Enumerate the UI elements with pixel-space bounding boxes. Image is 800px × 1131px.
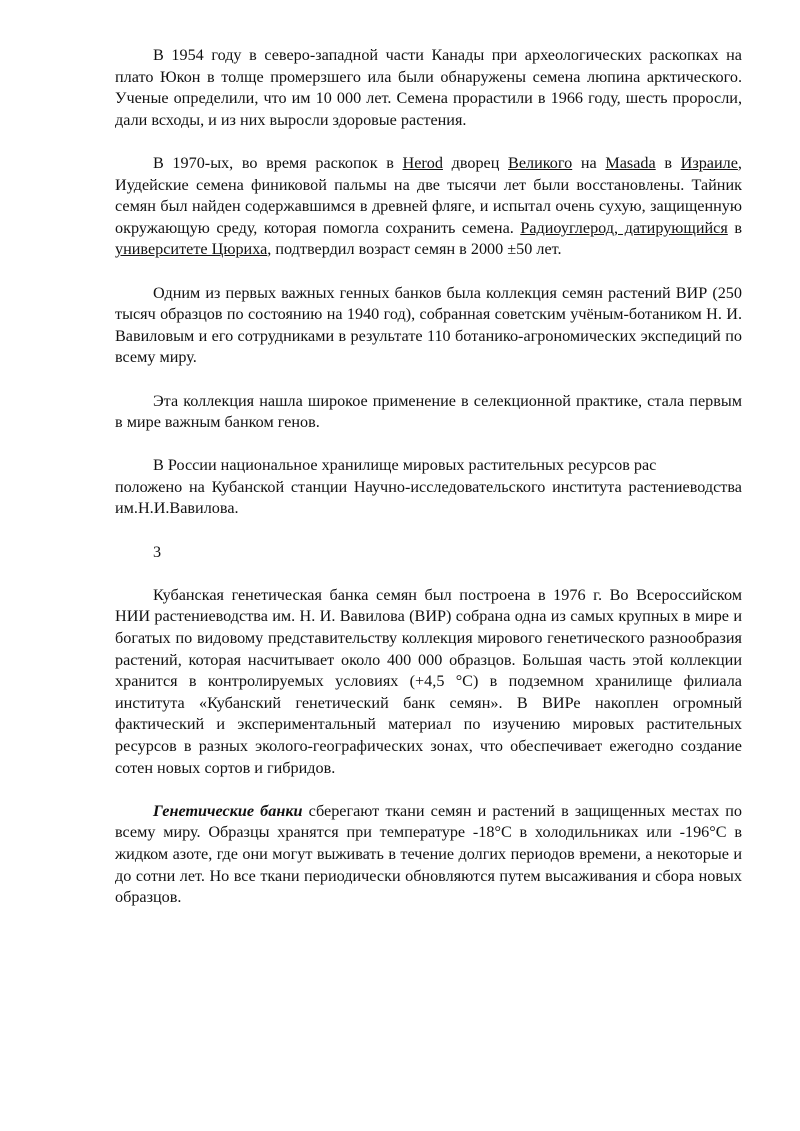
term-genetic-banks: Генетические банки — [153, 801, 303, 820]
document-page — [115, 45, 742, 909]
paragraph-vir-collection: Одним из первых важных генных банков была коллекция семян растений ВИР (250 тысяч образцов по состоянию на 1940 год), собранная советским учёным-ботаником Н. И. Вавиловым и его сотрудниками в результате 110 ботанико-агрономических экспедиций по всему миру. — [115, 283, 742, 367]
link-israel[interactable]: Израиле — [680, 153, 738, 172]
paragraph-national-storage — [115, 455, 742, 520]
text-run: В 1970-ых, во время раскопок в — [153, 153, 403, 172]
link-great[interactable]: Великого — [508, 153, 573, 172]
paragraph-kuban-gene-bank: Кубанская генетическая банка семян был построена в 1976 г. Во Всероссийском НИИ растениеводства им. Н. И. Вавилова (ВИР) собрана одна из самых крупных в мире и богатых по видовому представительству коллекция мирового генетического разнообразия растений, которая насчитывает около 400 000 образцов. Большая часть этой коллекции хранится в контролируемых условиях (+4,5 °C) в подземном хранилище филиала института «Кубанский генетический банк семян». В ВИРе накоплен огромный фактический и экспериментальный материал по изучению мировых растительных ресурсов в разных эколого-географических зонах, что обеспечивает ежегодно создание сотен новых сортов и гибридов. — [115, 585, 742, 777]
text-run: , подтвердил возраст семян в 2000 ±50 лет. — [267, 240, 562, 259]
link-university-zurich[interactable]: университете Цюриха — [115, 240, 268, 259]
text-run: в — [655, 153, 681, 172]
text-run: , Иудейские семена финиковой пальмы на две тысячи лет были восстановлены. Тайник семян был найден содержавшимся в древней фляге, и испытал очень сухую, защищенную окружающую среду, которая помогла сохранить семена. — [115, 153, 742, 237]
page-number: 3 — [153, 542, 162, 561]
paragraph-lupine-seeds: В 1954 году в северо-западной части Канады при археологических раскопках на плато Юкон в толще промерзшего ила были обнаружены семена люпина арктического. Ученые определили, что им 10 000 лет. Семена прорастили в 1966 году, шесть проросли, дали всходы, и из них выросли здоровые растения. — [115, 46, 742, 129]
text-run: положено на Кубанской станции Научно-исследовательского института растениеводства им.Н.И.Вавилова. — [115, 477, 742, 518]
text-run: В России национальное хранилище мировых растительных ресурсов рас — [153, 456, 657, 475]
paragraph-genetic-banks — [115, 801, 742, 909]
link-radiocarbon-dating[interactable]: Радиоуглерод, датирующийся — [520, 218, 728, 237]
text-run: на — [572, 153, 606, 172]
text-run: сберегают ткани семян и растений в защищенных местах по всему миру. Образцы хранятся при температуре -18°C в холодильниках или -196°C в жидком азоте, где они могут выживать в течение долгих периодов времени, а некоторые и до сотни лет. Но все ткани периодически обновляются путем высаживания и сбора новых образцов. — [115, 801, 742, 907]
text-run: в — [727, 218, 742, 237]
link-masada[interactable]: Masada — [605, 153, 656, 172]
paragraph-collection-usage: Эта коллекция нашла широкое применение в селекционной практике, стала первым в мире важным банком генов. — [115, 391, 742, 432]
text-run: дворец — [442, 153, 509, 172]
link-herod[interactable]: Herod — [402, 153, 443, 172]
paragraph-date-palm-seeds — [115, 153, 742, 261]
